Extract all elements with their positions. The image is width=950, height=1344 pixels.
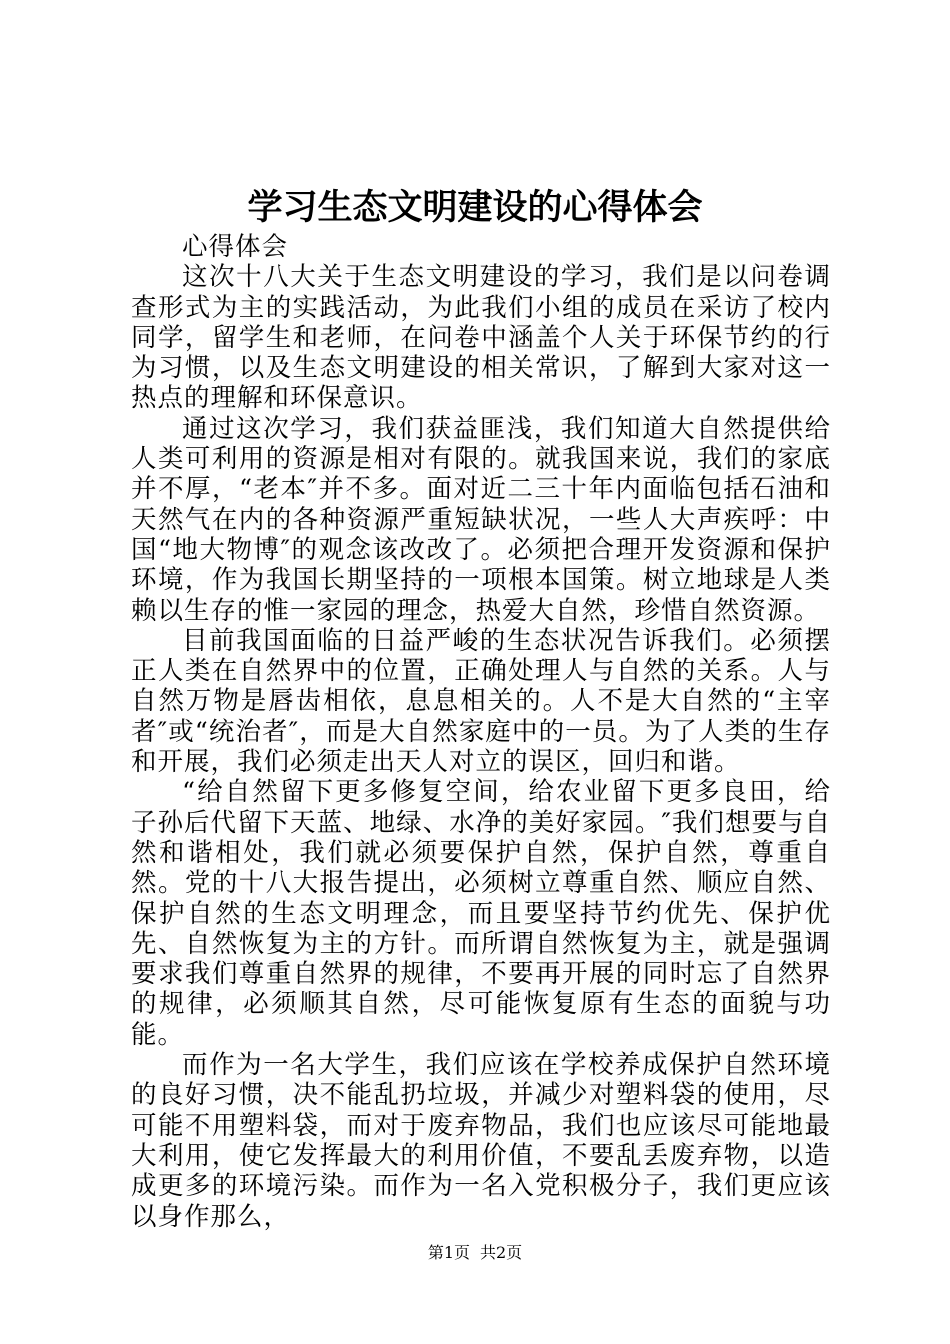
paragraph-1: 这次十八大关于生态文明建设的学习，我们是以问卷调查形式为主的实践活动，为此我们小组的成员在采访了校内同学，留学生和老师，在问卷中涵盖个人关于环保节约的行为习惯，以及生态文明建设的相关常识，了解到大家对这一热点的理解和环保意识。 bbox=[131, 262, 831, 414]
document-body bbox=[131, 232, 831, 1232]
document-subtitle: 心得体会 bbox=[182, 232, 289, 262]
page-total: 共2页 bbox=[480, 1243, 523, 1262]
document-title: 学习生态文明建设的心得体会 bbox=[247, 187, 703, 228]
paragraph-5: 而作为一名大学生，我们应该在学校养成保护自然环境的良好习惯，决不能乱扔垃圾，并减少对塑料袋的使用，尽可能不用塑料袋，而对于废弃物品，我们也应该尽可能地最大利用，使它发挥最大的利用价值，不要乱丢废弃物，以造成更多的环境污染。而作为一名入党积极分子，我们更应该以身作那么， bbox=[131, 1050, 831, 1232]
paragraph-2: 通过这次学习，我们获益匪浅，我们知道大自然提供给人类可利用的资源是相对有限的。就我国来说，我们的家底并不厚，“老本″并不多。面对近二三十年内面临包括石油和天然气在内的各种资源严重短缺状况，一些人大声疾呼：中国“地大物博″的观念该改改了。必须把合理开发资源和保护环境，作为我国长期坚持的一项根本国策。树立地球是人类赖以生存的惟一家园的理念，热爱大自然，珍惜自然资源。 bbox=[131, 413, 831, 626]
paragraph-4: “给自然留下更多修复空间，给农业留下更多良田，给子孙后代留下天蓝、地绿、水净的美好家园。″我们想要与自然和谐相处，我们就必须要保护自然，保护自然，尊重自然。党的十八大报告提出，必须树立尊重自然、顺应自然、保护自然的生态文明理念，而且要坚持节约优先、保护优先、自然恢复为主的方针。而所谓自然恢复为主，就是强调要求我们尊重自然界的规律，不要再开展的同时忘了自然界的规律，必须顺其自然，尽可能恢复原有生态的面貌与功能。 bbox=[131, 777, 831, 1050]
paragraph-3: 目前我国面临的日益严峻的生态状况告诉我们。必须摆正人类在自然界中的位置，正确处理人与自然的关系。人与自然万物是唇齿相依，息息相关的。人不是大自然的“主宰者″或“统治者″，而是大自然家庭中的一员。为了人类的生存和开展，我们必须走出天人对立的误区，回归和谐。 bbox=[131, 625, 831, 778]
page-footer bbox=[0, 1242, 950, 1264]
page-number: 第1页 bbox=[427, 1243, 470, 1262]
